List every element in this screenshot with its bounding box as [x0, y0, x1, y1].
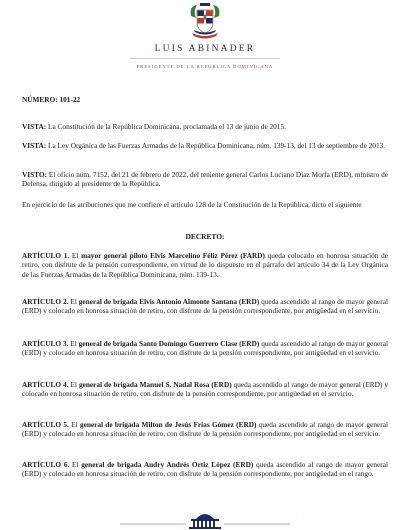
vista-paragraph	[22, 122, 388, 131]
national-palace-icon	[189, 514, 221, 529]
article-paragraph	[22, 380, 388, 399]
article-officer: general de brigada Santo Domingo Guerrero Clase (ERD)	[78, 339, 260, 348]
article-text: queda ascendido al rango de mayor general (ERD) y colocado en honrosa situación de retiro, con disfrute de la pensión correspondiente, por antigüedad en el servicio.	[22, 339, 388, 358]
article-officer: mayor general piloto Elvis Marcelino Féliz Pérez (FARD)	[81, 251, 265, 260]
article-text: El	[69, 460, 82, 469]
article-label: ARTÍCULO 4.	[22, 380, 69, 389]
president-title: PRESIDENTE DE LA REPÚBLICA DOMINICANA	[136, 64, 274, 69]
article-text: El	[68, 297, 79, 306]
article-paragraph	[22, 339, 388, 358]
article-label: ARTÍCULO 5.	[22, 420, 69, 429]
article-text: El	[69, 251, 82, 260]
article-officer: general de brigada Elvis Antonio Almonte Santana (ERD)	[78, 297, 260, 306]
article-label: ARTÍCULO 3.	[22, 339, 69, 348]
article-officer: general de brigada Manuel S. Nadal Rosa (ERD)	[78, 380, 232, 389]
vista-text: La Ley Orgánica de las Fuerzas Armadas de la República Dominicana, núm. 139-13, del 13 de septiembre de 2013.	[46, 141, 386, 150]
article-officer: general de brigada Audry Andrés Ortiz López (ERD)	[81, 460, 254, 469]
article-text: queda ascendido al rango de mayor general (ERD) y colocado en honrosa situación de retiro, con disfrute de la pensión correspondiente, por antigüedad en el servicio.	[22, 380, 388, 399]
decree-heading: DECRETO:	[185, 232, 225, 241]
header-divider	[130, 58, 280, 59]
article-text: queda ascendido al rango de mayor general (ERD) y colocado en honrosa situación de retiro, con disfrute de la pensión correspondiente, por antigüedad en el servicio.	[22, 420, 388, 439]
visto-paragraph	[22, 170, 388, 189]
article-text: El	[68, 420, 80, 429]
footer-emblem	[0, 508, 410, 530]
vista-label: VISTA:	[22, 141, 47, 150]
article-officer: general de brigada Milton de Jesús Frías Gómez (ERD)	[79, 420, 257, 429]
article-text: queda colocado en honrosa situación de retiro, con disfrute de la pensión correspondiente, en virtud de lo dispuesto en el párrafo del artículo 34 de la Ley Orgánica de las Fuerzas Armadas de la República Dominicana, núm. 139-13.	[22, 251, 388, 279]
preamble-paragraph: En ejercicio de las atribuciones que me confiere el artículo 128 de la Constitución de la República, dicto el siguiente	[22, 200, 362, 209]
visto-label: VISTO:	[22, 170, 48, 179]
article-label: ARTÍCULO 2.	[22, 297, 69, 306]
decree-number: NÚMERO: 101-22	[22, 95, 81, 104]
article-text: queda ascendido al rango de mayor general (ERD) y colocado en honrosa situación de retiro, con disfrute de la pensión correspondiente, por antigüedad en el servicio.	[22, 297, 388, 316]
article-text: queda ascendido al rango de mayor general (ERD) y colocado en honrosa situación de retiro, con disfrute de la pensión correspondiente, por antigüedad en el rango.	[22, 460, 389, 479]
vista-paragraph	[22, 141, 388, 150]
article-paragraph	[22, 420, 388, 439]
article-paragraph	[22, 251, 388, 279]
article-label: ARTÍCULO 6.	[22, 460, 70, 469]
visto-text: El oficio núm. 7152, del 21 de febrero de 2022, del teniente general Carlos Luciano Díaz Morfa (ERD), ministro de Defensa, dirigido al presidente de la República.	[22, 170, 388, 189]
president-name: LUIS ABINADER	[154, 44, 256, 54]
article-text: El	[68, 380, 79, 389]
article-text: El	[68, 339, 79, 348]
article-label: ARTÍCULO 1.	[22, 251, 70, 260]
article-paragraph	[22, 460, 388, 479]
vista-label: VISTA:	[22, 122, 47, 131]
article-paragraph	[22, 297, 388, 316]
vista-text: La Constitución de la República Dominicana, proclamada el 13 de junio de 2015.	[46, 122, 286, 131]
coat-of-arms-icon	[188, 2, 222, 40]
